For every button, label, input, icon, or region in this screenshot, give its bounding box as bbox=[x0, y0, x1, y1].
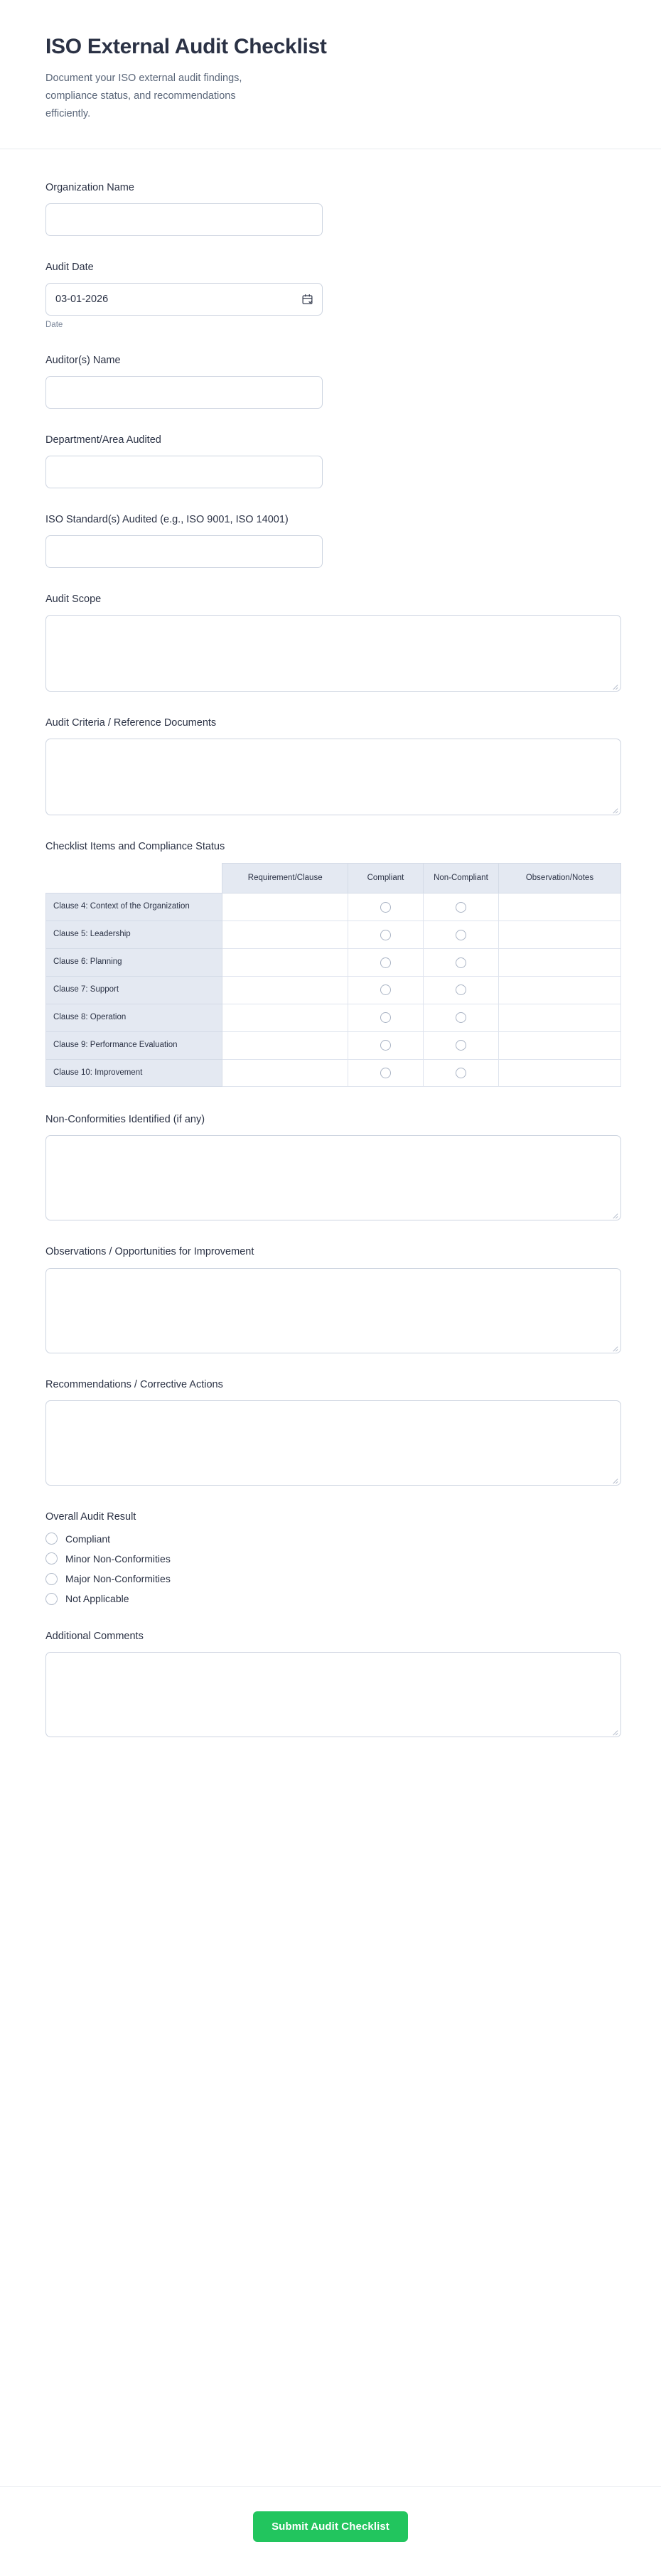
department-area-input[interactable] bbox=[45, 456, 323, 488]
row-label-clause-8: Clause 8: Operation bbox=[46, 1004, 222, 1031]
cell-requirement-clause-8[interactable] bbox=[222, 1004, 348, 1031]
radio-option-compliant[interactable] bbox=[45, 1533, 616, 1545]
submit-audit-checklist-button[interactable]: Submit Audit Checklist bbox=[253, 2511, 408, 2542]
radio-circle-icon[interactable] bbox=[45, 1552, 58, 1565]
auditors-name-label: Auditor(s) Name bbox=[45, 354, 121, 366]
cell-non-compliant-clause-6[interactable] bbox=[423, 949, 498, 977]
audit-criteria-textarea[interactable] bbox=[45, 739, 621, 815]
audit-date-wrapper bbox=[45, 283, 323, 316]
cell-non-compliant-clause-9[interactable] bbox=[423, 1031, 498, 1059]
cell-notes-clause-8[interactable] bbox=[498, 1004, 620, 1031]
page-subtitle: Document your ISO external audit findings, compliance status, and recommendations efficiently. bbox=[45, 73, 242, 119]
auditors-name-input[interactable] bbox=[45, 376, 323, 409]
table-row bbox=[46, 1004, 621, 1031]
radio-label-minor-non-conformities: Minor Non-Conformities bbox=[65, 1552, 171, 1565]
column-header-non-compliant: Non-Compliant bbox=[423, 863, 498, 893]
page-title: ISO External Audit Checklist bbox=[45, 35, 327, 58]
non-conformities-label: Non-Conformities Identified (if any) bbox=[45, 1114, 205, 1126]
field-additional-comments bbox=[45, 1629, 616, 1737]
recommendations-label: Recommendations / Corrective Actions bbox=[45, 1378, 223, 1390]
radio-non-compliant[interactable] bbox=[456, 902, 466, 913]
cell-notes-clause-9[interactable] bbox=[498, 1031, 620, 1059]
cell-requirement-clause-4[interactable] bbox=[222, 893, 348, 921]
radio-circle-icon[interactable] bbox=[45, 1573, 58, 1585]
cell-non-compliant-clause-10[interactable] bbox=[423, 1059, 498, 1087]
recommendations-wrapper bbox=[45, 1400, 621, 1486]
checklist-table bbox=[45, 863, 621, 1088]
checklist-table-head bbox=[46, 863, 621, 893]
iso-standards-label: ISO Standard(s) Audited (e.g., ISO 9001, ISO 14001) bbox=[45, 513, 289, 525]
cell-compliant-clause-10[interactable] bbox=[348, 1059, 424, 1087]
additional-comments-wrapper bbox=[45, 1652, 621, 1737]
column-header-observation-notes: Observation/Notes bbox=[498, 863, 620, 893]
field-audit-scope bbox=[45, 592, 616, 692]
cell-non-compliant-clause-5[interactable] bbox=[423, 921, 498, 949]
radio-compliant[interactable] bbox=[380, 902, 391, 913]
iso-standards-input[interactable] bbox=[45, 535, 323, 568]
column-header-requirement: Requirement/Clause bbox=[222, 863, 348, 893]
form-header bbox=[0, 0, 661, 149]
radio-compliant[interactable] bbox=[380, 930, 391, 940]
cell-compliant-clause-6[interactable] bbox=[348, 949, 424, 977]
overall-audit-result-label: Overall Audit Result bbox=[45, 1510, 136, 1523]
audit-criteria-label: Audit Criteria / Reference Documents bbox=[45, 717, 217, 729]
form-footer bbox=[0, 2486, 661, 2576]
table-row bbox=[46, 1059, 621, 1087]
cell-non-compliant-clause-7[interactable] bbox=[423, 977, 498, 1004]
overall-audit-result-radio-group bbox=[45, 1533, 616, 1606]
radio-non-compliant[interactable] bbox=[456, 957, 466, 968]
radio-non-compliant[interactable] bbox=[456, 1068, 466, 1078]
table-row bbox=[46, 921, 621, 949]
cell-notes-clause-4[interactable] bbox=[498, 893, 620, 921]
audit-date-input[interactable] bbox=[45, 283, 323, 316]
field-non-conformities bbox=[45, 1112, 616, 1220]
checklist-table-body bbox=[46, 893, 621, 1087]
audit-date-label: Audit Date bbox=[45, 261, 94, 273]
row-label-clause-6: Clause 6: Planning bbox=[46, 949, 222, 977]
table-row bbox=[46, 949, 621, 977]
form-body bbox=[0, 149, 661, 2486]
cell-compliant-clause-8[interactable] bbox=[348, 1004, 424, 1031]
organization-name-label: Organization Name bbox=[45, 181, 134, 193]
cell-requirement-clause-9[interactable] bbox=[222, 1031, 348, 1059]
field-audit-date bbox=[45, 260, 616, 329]
cell-notes-clause-10[interactable] bbox=[498, 1059, 620, 1087]
cell-notes-clause-5[interactable] bbox=[498, 921, 620, 949]
radio-option-major-non-conformities[interactable] bbox=[45, 1572, 616, 1585]
cell-requirement-clause-7[interactable] bbox=[222, 977, 348, 1004]
field-audit-criteria bbox=[45, 716, 616, 815]
audit-scope-label: Audit Scope bbox=[45, 593, 102, 605]
field-observations bbox=[45, 1245, 616, 1353]
radio-circle-icon[interactable] bbox=[45, 1593, 58, 1605]
row-label-clause-10: Clause 10: Improvement bbox=[46, 1059, 222, 1087]
table-header-row bbox=[46, 863, 621, 893]
radio-compliant[interactable] bbox=[380, 984, 391, 995]
row-label-clause-4: Clause 4: Context of the Organization bbox=[46, 893, 222, 921]
audit-criteria-wrapper bbox=[45, 739, 621, 815]
radio-option-not-applicable[interactable] bbox=[45, 1592, 616, 1605]
field-recommendations bbox=[45, 1378, 616, 1486]
radio-compliant[interactable] bbox=[380, 957, 391, 968]
cell-non-compliant-clause-8[interactable] bbox=[423, 1004, 498, 1031]
non-conformities-wrapper bbox=[45, 1135, 621, 1220]
audit-date-helper: Date bbox=[45, 320, 63, 329]
row-label-clause-5: Clause 5: Leadership bbox=[46, 921, 222, 949]
field-overall-audit-result bbox=[45, 1510, 616, 1606]
organization-name-input[interactable] bbox=[45, 203, 323, 236]
radio-label-not-applicable: Not Applicable bbox=[65, 1593, 129, 1605]
field-organization-name bbox=[45, 181, 616, 236]
row-label-clause-9: Clause 9: Performance Evaluation bbox=[46, 1031, 222, 1059]
row-label-clause-7: Clause 7: Support bbox=[46, 977, 222, 1004]
cell-non-compliant-clause-4[interactable] bbox=[423, 893, 498, 921]
cell-requirement-clause-6[interactable] bbox=[222, 949, 348, 977]
radio-non-compliant[interactable] bbox=[456, 984, 466, 995]
field-auditors-name bbox=[45, 353, 616, 409]
cell-compliant-clause-5[interactable] bbox=[348, 921, 424, 949]
checklist-label: Checklist Items and Compliance Status bbox=[45, 840, 225, 852]
audit-scope-wrapper bbox=[45, 615, 621, 692]
table-row bbox=[46, 893, 621, 921]
radio-option-minor-non-conformities[interactable] bbox=[45, 1552, 616, 1565]
radio-non-compliant[interactable] bbox=[456, 930, 466, 940]
additional-comments-label: Additional Comments bbox=[45, 1631, 144, 1643]
field-iso-standards bbox=[45, 512, 616, 568]
observations-textarea[interactable] bbox=[45, 1268, 621, 1353]
department-area-label: Department/Area Audited bbox=[45, 434, 161, 446]
radio-circle-icon[interactable] bbox=[45, 1533, 58, 1545]
radio-compliant[interactable] bbox=[380, 1040, 391, 1051]
cell-requirement-clause-10[interactable] bbox=[222, 1059, 348, 1087]
observations-label: Observations / Opportunities for Improvement bbox=[45, 1246, 254, 1258]
table-row bbox=[46, 1031, 621, 1059]
cell-notes-clause-7[interactable] bbox=[498, 977, 620, 1004]
cell-notes-clause-6[interactable] bbox=[498, 949, 620, 977]
cell-compliant-clause-4[interactable] bbox=[348, 893, 424, 921]
radio-non-compliant[interactable] bbox=[456, 1012, 466, 1023]
radio-label-major-non-conformities: Major Non-Conformities bbox=[65, 1572, 171, 1584]
radio-compliant[interactable] bbox=[380, 1068, 391, 1078]
radio-non-compliant[interactable] bbox=[456, 1040, 466, 1051]
table-corner-cell bbox=[46, 863, 222, 893]
radio-compliant[interactable] bbox=[380, 1012, 391, 1023]
cell-compliant-clause-9[interactable] bbox=[348, 1031, 424, 1059]
field-department-area bbox=[45, 433, 616, 488]
column-header-compliant: Compliant bbox=[348, 863, 424, 893]
cell-compliant-clause-7[interactable] bbox=[348, 977, 424, 1004]
cell-requirement-clause-5[interactable] bbox=[222, 921, 348, 949]
non-conformities-textarea[interactable] bbox=[45, 1135, 621, 1220]
audit-scope-textarea[interactable] bbox=[45, 615, 621, 692]
table-row bbox=[46, 977, 621, 1004]
additional-comments-textarea[interactable] bbox=[45, 1652, 621, 1737]
observations-wrapper bbox=[45, 1268, 621, 1353]
recommendations-textarea[interactable] bbox=[45, 1400, 621, 1486]
checklist-section bbox=[45, 839, 616, 1088]
radio-label-compliant: Compliant bbox=[65, 1533, 111, 1545]
